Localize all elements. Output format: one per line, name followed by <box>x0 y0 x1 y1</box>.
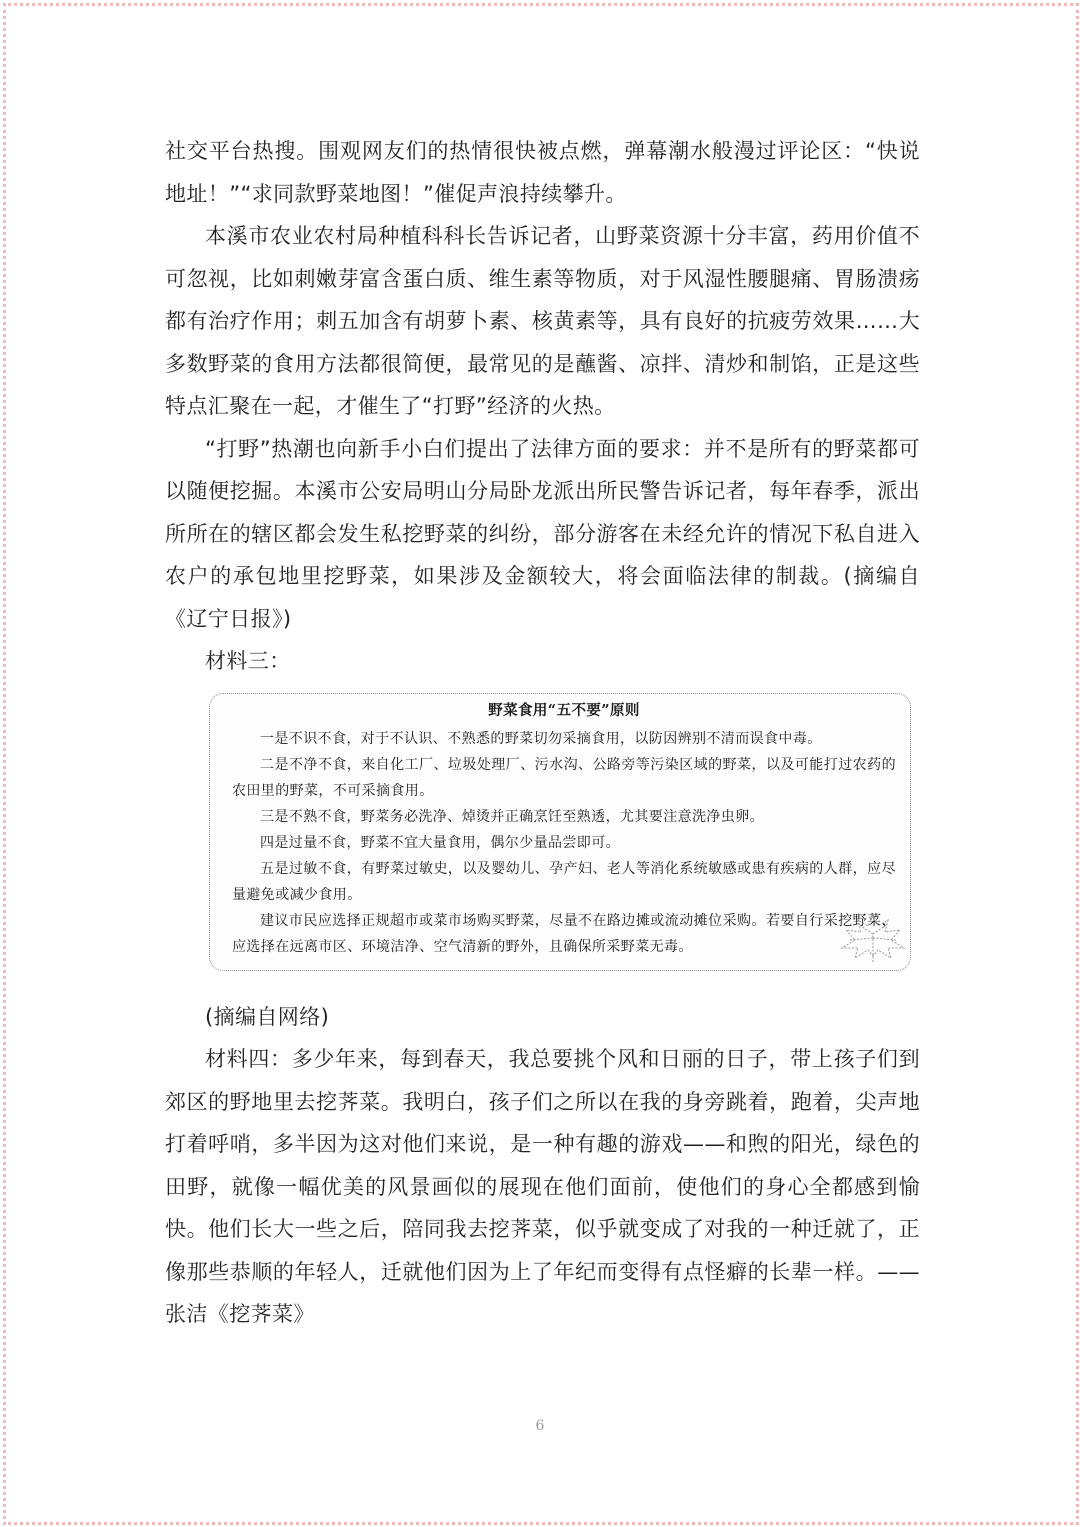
material-3-label: 材料三： <box>205 649 291 673</box>
wild-vegetable-rules-box <box>209 693 911 971</box>
rule-item: 四是过量不食，野菜不宜大量食用，偶尔少量品尝即可。 <box>260 834 620 851</box>
rule-item: 五是过敏不食，有野菜过敏史，以及婴幼儿、孕产妇、老人等消化系统敏感或患有疾病的人群，应尽量避免或减少食用。 <box>232 860 896 903</box>
page-number: 6 <box>535 1418 545 1434</box>
rule-advice: 建议市民应选择正规超市或菜市场购买野菜，尽量不在路边摊或流动摊位采购。若要自行采挖野菜，应选择在远离市区、环境洁净、空气清新的野外，且确保所采野菜无毒。 <box>232 912 896 955</box>
rules-title: 野菜食用“五不要”原则 <box>488 701 640 719</box>
material-4-paragraph: 材料四：多少年来，每到春天，我总要挑个风和日丽的日子，带上孩子们到郊区的野地里去挖荠菜。我明白，孩子们之所以在我的身旁跳着，跑着，尖声地打着呼哨，多半因为这对他们来说，是一种有趣的游戏——和煦的阳光，绿色的田野，就像一幅优美的风景画似的展现在他们面前，使他们的身心全都感到愉快。他们长大一些之后，陪同我去挖荠菜，似乎就变成了对我的一种迁就了，正像那些恭顺的年轻人，迁就他们因为上了年纪而变得有点怪癖的长辈一样。——张洁《挖荠菜》 <box>165 1047 920 1326</box>
maple-leaf-icon <box>838 910 908 964</box>
material-3-figure <box>165 693 920 988</box>
paragraph-3: “打野”热潮也向新手小白们提出了法律方面的要求：并不是所有的野菜都可以随便挖掘。本溪市公安局明山分局卧龙派出所民警告诉记者，每年春季，派出所所在的辖区都会发生私挖野菜的纠纷，部分游客在未经允许的情况下私自进入农户的承包地里挖野菜，如果涉及金额较大，将会面临法律的制裁。(摘编自《辽宁日报》) <box>165 436 920 631</box>
rule-item: 一是不识不食，对于不认识、不熟悉的野菜切勿采摘食用，以防因辨别不清而误食中毒。 <box>260 730 822 747</box>
material-3-source: (摘编自网络) <box>205 1004 330 1029</box>
paragraph-2: 本溪市农业农村局种植科科长告诉记者，山野菜资源十分丰富，药用价值不可忽视，比如刺嫩芽富含蛋白质、维生素等物质，对于风湿性腰腿痛、胃肠溃疡都有治疗作用；刺五加含有胡萝卜素、核黄素等，具有良好的抗疲劳效果……大多数野菜的食用方法都很简便，最常见的是蘸酱、凉拌、清炒和制馅，正是这些特点汇聚在一起，才催生了“打野”经济的火热。 <box>165 224 920 418</box>
rule-item: 三是不熟不食，野菜务必洗净、焯烫并正确烹饪至熟透，尤其要注意洗净虫卵。 <box>260 808 764 825</box>
rule-item: 二是不净不食，来自化工厂、垃圾处理厂、污水沟、公路旁等污染区域的野菜，以及可能打过农药的农田里的野菜，不可采摘食用。 <box>232 756 896 799</box>
article-body <box>165 130 920 1336</box>
paragraph-1: 社交平台热搜。围观网友们的热情很快被点燃，弹幕潮水般漫过评论区：“快说地址！”“求同款野菜地图！”催促声浪持续攀升。 <box>165 139 920 206</box>
